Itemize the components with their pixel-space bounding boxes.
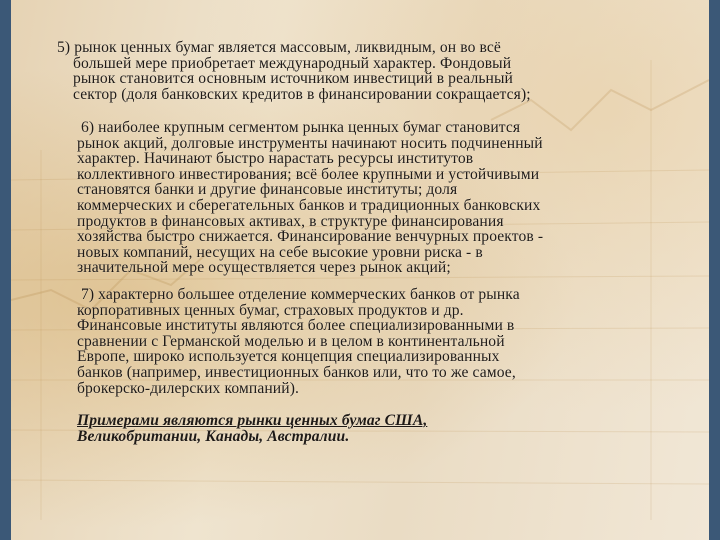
- text-line: Финансовые институты являются более специализированными в: [77, 317, 515, 335]
- text-line: рынок становится основным источником инвестиций в реальный: [57, 70, 514, 88]
- text-line: коллективного инвестирования; всё более крупными и устойчивыми: [77, 165, 540, 183]
- text-line: становятся банки и другие финансовые институты; доля: [77, 181, 458, 199]
- text-line: 5) рынок ценных бумаг является массовым, ликвидным, он во всё: [57, 39, 501, 56]
- slide: [11, 0, 709, 540]
- text-line: рынок акций, долговые инструменты начинают носить подчиненный: [77, 134, 543, 152]
- text-line: 6) наиболее крупным сегментом рынка ценных бумаг становится: [77, 119, 521, 136]
- text-line: 7) характерно большее отделение коммерческих банков от рынка: [77, 286, 520, 303]
- text-line: значительной мере осуществляется через рынок акций;: [77, 259, 451, 277]
- paragraph-stock-market-segment: [77, 120, 543, 276]
- paragraph-market-mass-liquid: [57, 40, 531, 102]
- text-line: корпоративных ценных бумаг, страховых продуктов и др.: [77, 301, 464, 319]
- text-line: характер. Начинают быстро нарастать ресурсы институтов: [77, 150, 474, 168]
- text-line: большей мере приобретает международный характер. Фондовый: [57, 54, 512, 72]
- text-line: брокерско-дилерских компаний).: [77, 379, 299, 397]
- text-line: коммерческих и сберегательных банков и традиционных банковских: [77, 196, 541, 214]
- paragraph-examples: [77, 413, 427, 444]
- text-line: Европе, широко используется концепция специализированных: [77, 348, 500, 366]
- text-line: продуктов в финансовых активах, в структуре финансирования: [77, 212, 504, 230]
- text-line: хозяйства быстро снижается. Финансирование венчурных проектов -: [77, 228, 544, 246]
- text-line: сравнении с Германской моделью и в целом в континентальной: [77, 332, 505, 350]
- text-line: банков (например, инвестиционных банков или, что то же самое,: [77, 363, 516, 381]
- text-line: сектор (доля банковских кредитов в финансировании сокращается);: [57, 85, 531, 103]
- text-line: Великобритании, Канады, Австралии.: [77, 427, 350, 445]
- text-line: Примерами являются рынки ценных бумаг США,: [77, 412, 428, 429]
- paragraph-bank-separation: [77, 287, 520, 396]
- slide-content: [11, 0, 709, 540]
- text-line: новых компаний, несущих на себе высокие уровни риска - в: [77, 243, 483, 261]
